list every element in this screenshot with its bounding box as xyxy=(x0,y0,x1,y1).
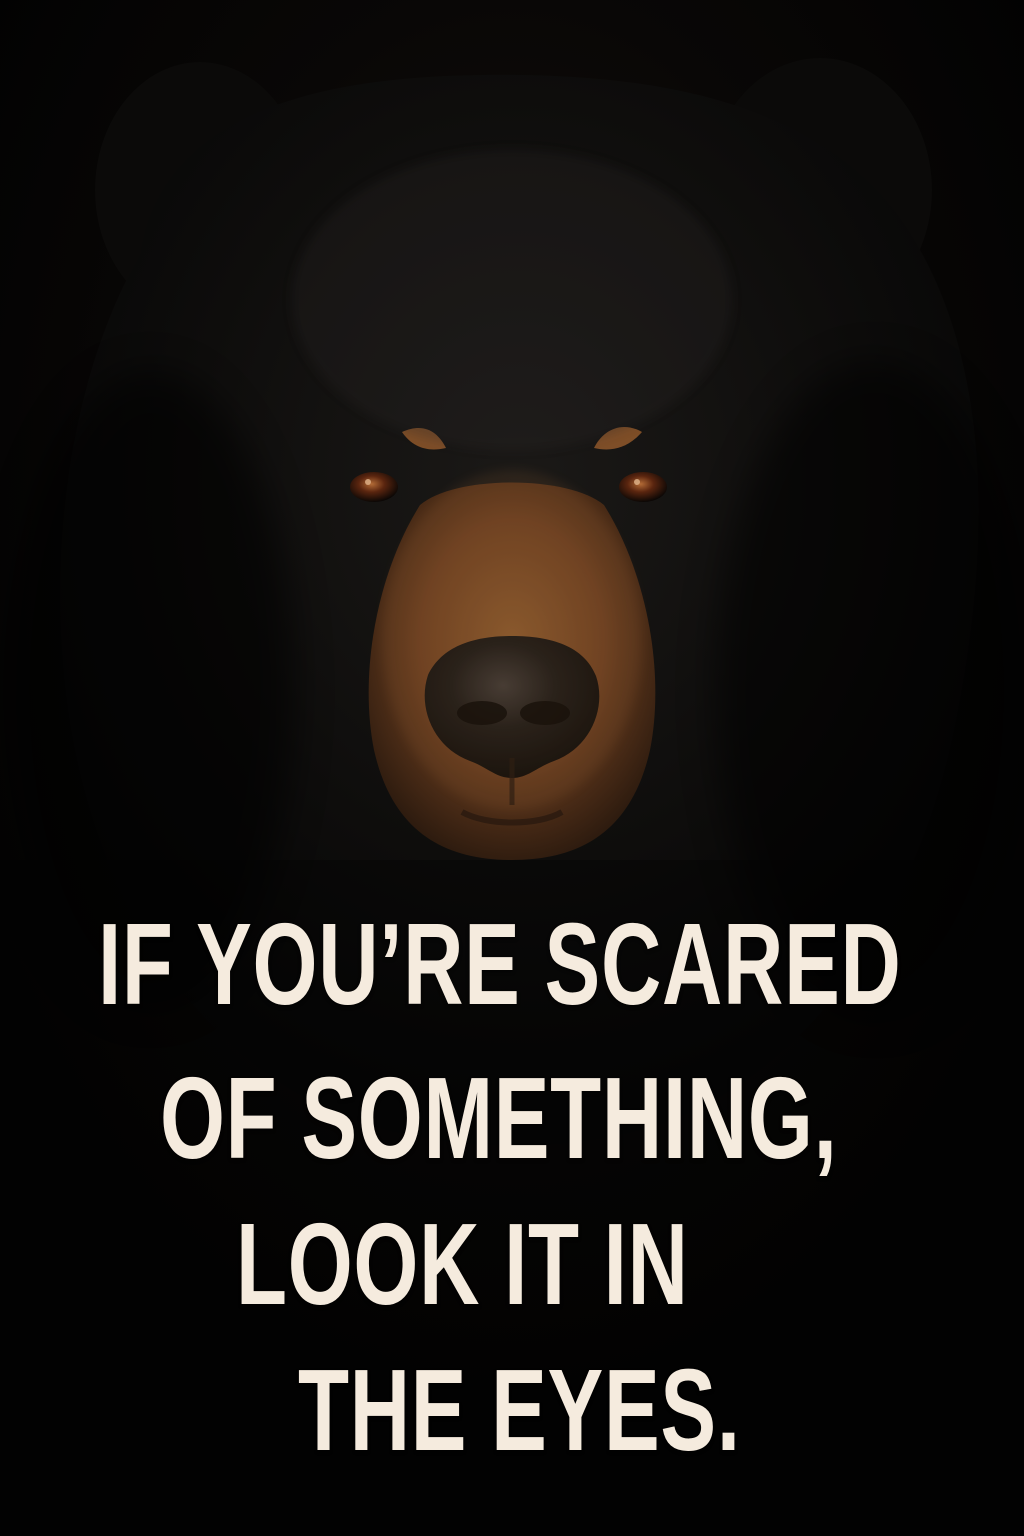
quote-line-4: THE EYES. xyxy=(298,1345,741,1475)
quote-line-3: LOOK IT IN xyxy=(236,1199,689,1329)
quote-line-1: IF YOU’RE SCARED xyxy=(98,899,902,1029)
quote-line-2: OF SOMETHING, xyxy=(160,1053,838,1183)
